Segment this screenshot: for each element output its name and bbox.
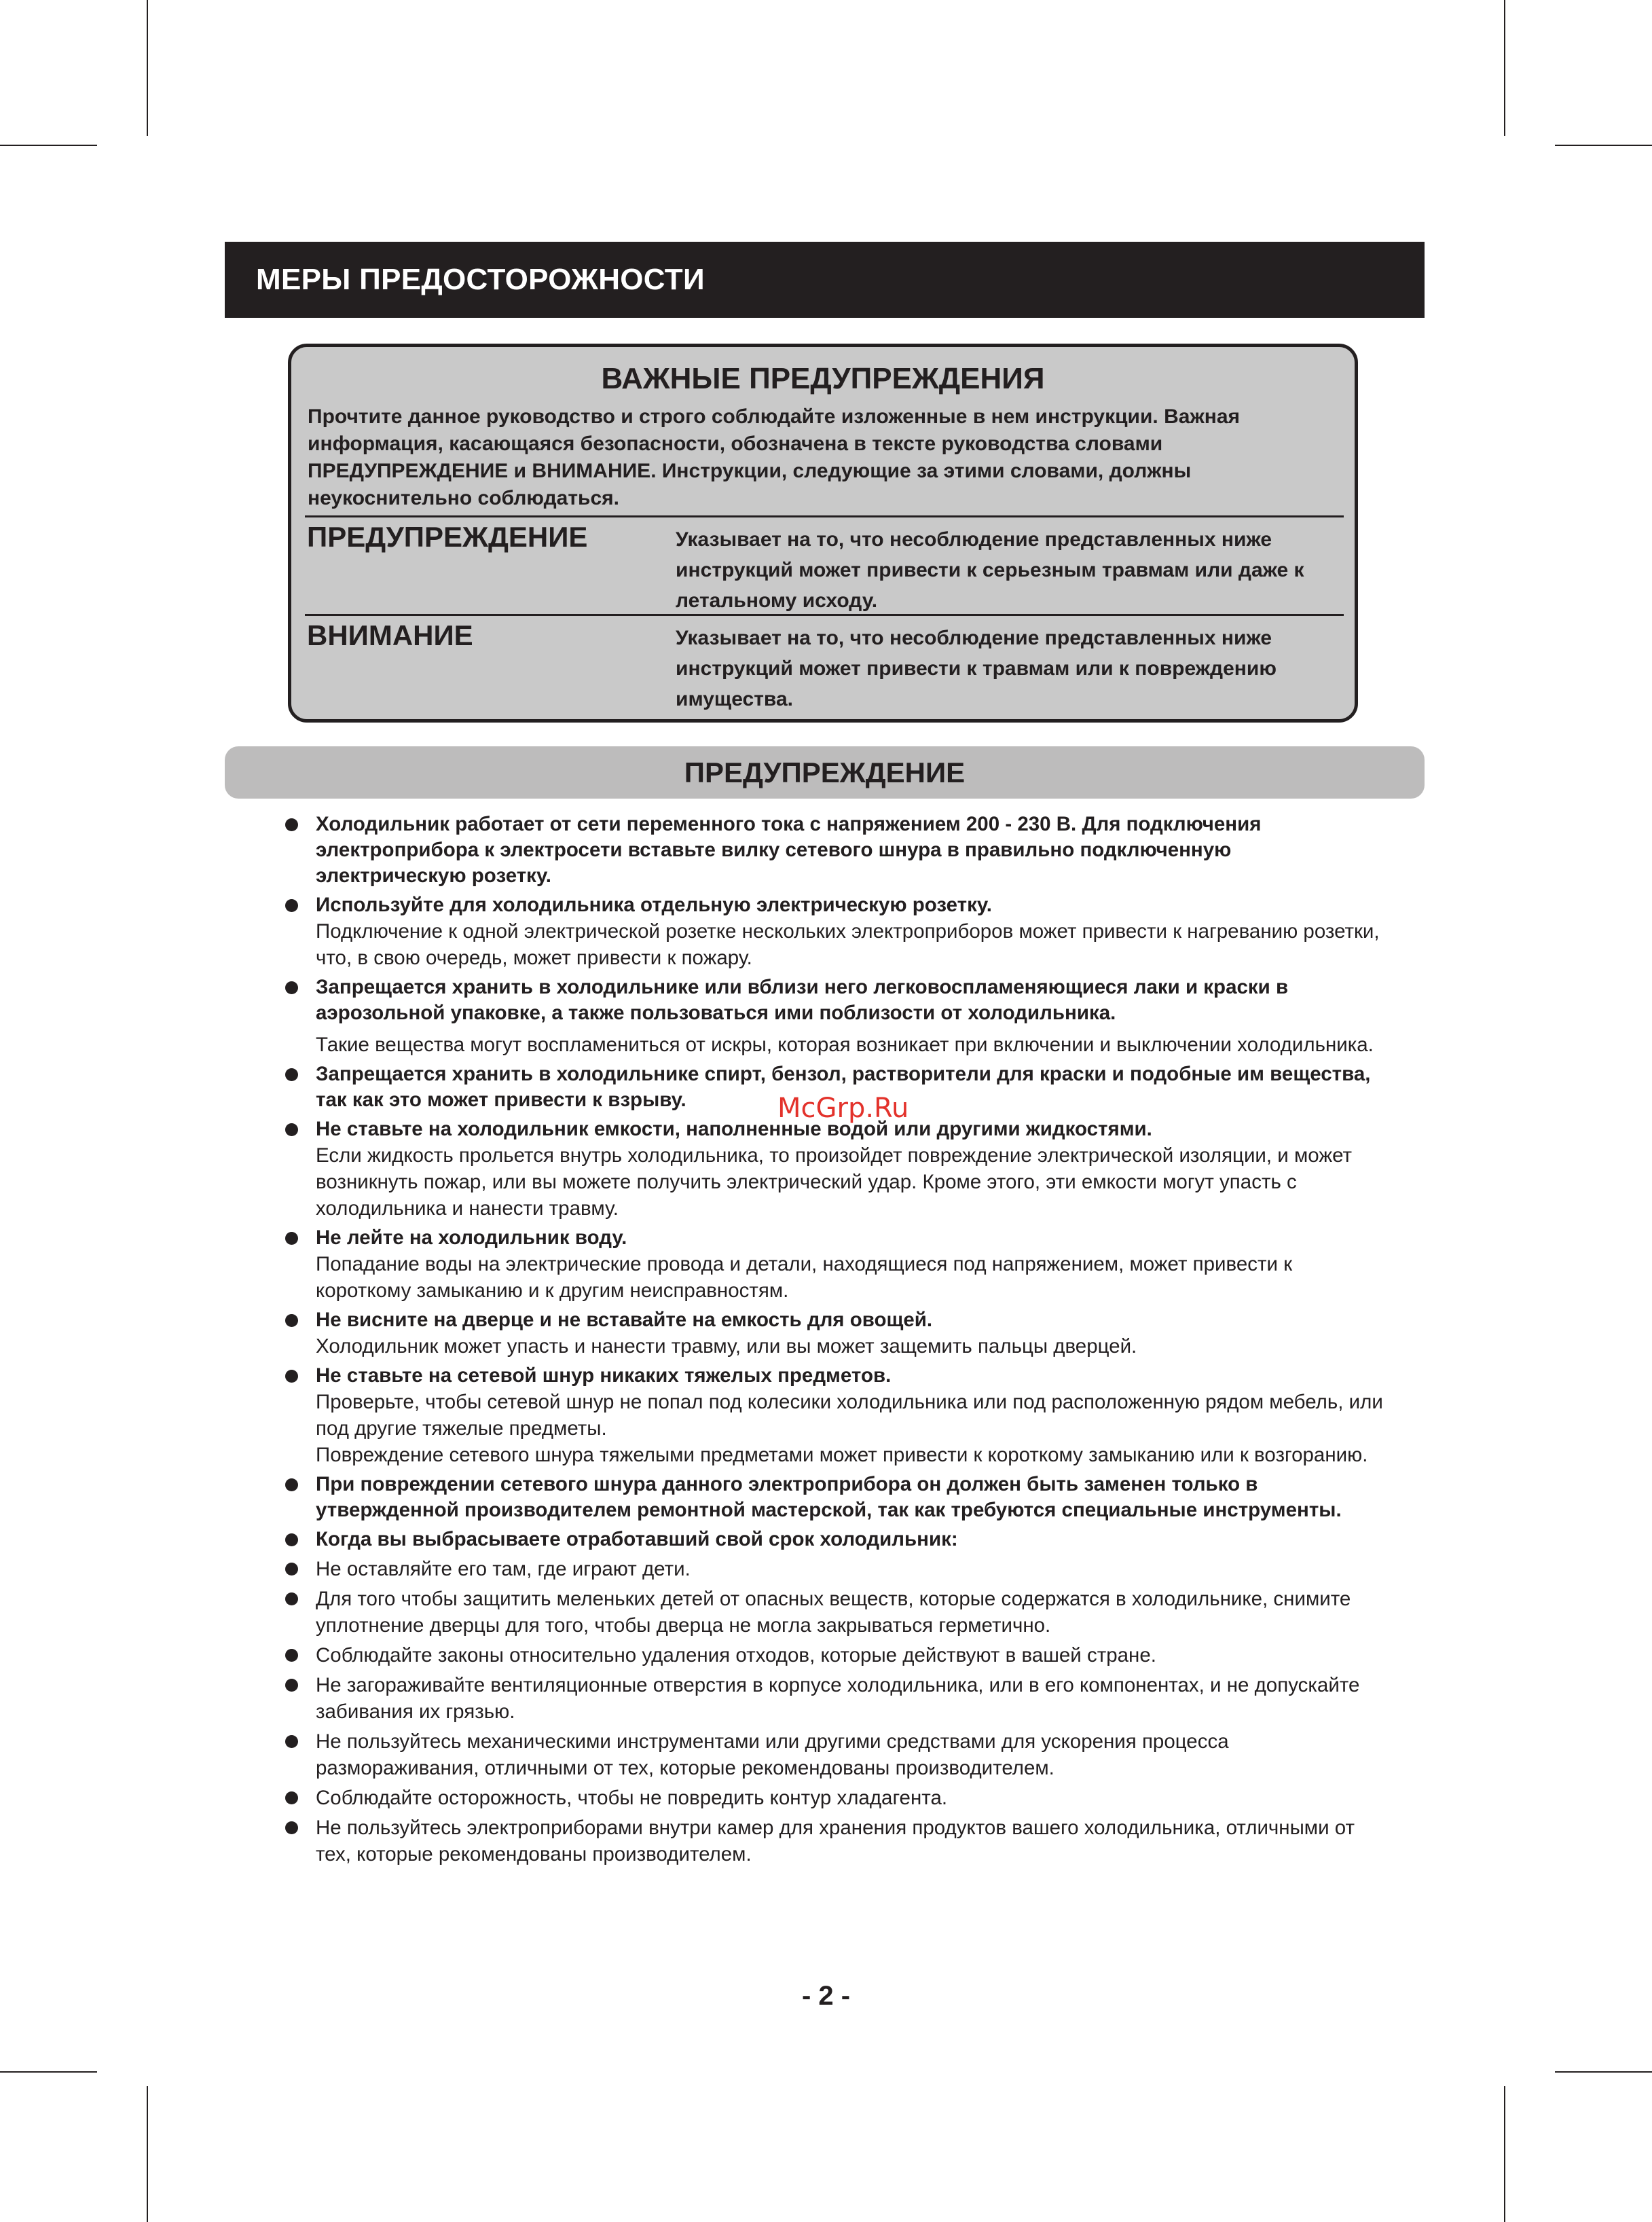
watermark: McGrp.Ru [777, 1093, 909, 1124]
bullet-icon [285, 981, 298, 994]
crop-mark [1504, 2086, 1505, 2222]
definition-text: Указывает на то, что несоблюдение представленных ниже инструкций может привести к травмам или к повреждению имущества. [676, 627, 1277, 710]
item-text: Не загораживайте вентиляционные отверстия в корпусе холодильника, или в его компонентах, и не допускайте забивания их грязью. [316, 1674, 1360, 1723]
bullet-icon [285, 1592, 298, 1605]
crop-mark [147, 0, 148, 136]
list-item [285, 1116, 1385, 1222]
list-item [285, 1556, 1385, 1582]
list-item [285, 1672, 1385, 1725]
item-bold-text: Не ставьте на холодильник емкости, наполненные водой или другими жидкостями. [316, 1118, 1152, 1140]
list-item [285, 812, 1385, 889]
bullet-icon [285, 899, 298, 912]
crop-mark [1555, 145, 1652, 146]
bullet-icon [285, 1314, 298, 1327]
crop-mark [147, 2086, 148, 2222]
item-text: Проверьте, чтобы сетевой шнур не попал под колесики холодильника или под расположенную рядом мебель, или под другие тяжелые предметы. [316, 1391, 1383, 1440]
item-text: Если жидкость прольется внутрь холодильника, то произойдет повреждение электрической изоляции, и может возникнуть пожар, или вы можете получить электрический удар. Кроме этого, эти емкости могут упасть с холодильника и нанести травму. [316, 1144, 1353, 1220]
item-bold-text: Используйте для холодильника отдельную электрическую розетку. [316, 894, 992, 916]
item-bold-text: Запрещается хранить в холодильнике или вблизи него легковоспламеняющиеся лаки и краски в аэрозольной упаковке, а также пользоваться ими поблизости от холодильника. [316, 976, 1289, 1024]
bullet-icon [285, 1533, 298, 1546]
item-bold-text: При повреждении сетевого шнура данного электроприбора он должен быть заменен только в утвержденной производителем ремонтной мастерской, так как требуются специальные инструменты. [316, 1473, 1342, 1521]
section-title: ПРЕДУПРЕЖДЕНИЕ [225, 746, 1425, 799]
definition-warning [305, 515, 1344, 613]
list-item [285, 975, 1385, 1058]
item-text: Соблюдайте осторожность, чтобы не повредить контур хладагента. [316, 1787, 948, 1809]
warning-list [285, 812, 1385, 1871]
important-warnings-intro: Прочтите данное руководство и строго соблюдайте изложенные в нем инструкции. Важная информация, касающаяся безопасности, обозначена в тексте руководства словами ПРЕДУПРЕЖДЕНИЕ и ВНИМАНИЕ. Инструкции, следующие за этими словами, должны неукоснительно соблюдаться. [308, 405, 1241, 509]
page-header: МЕРЫ ПРЕДОСТОРОЖНОСТИ [225, 242, 1425, 318]
bullet-icon [285, 1068, 298, 1081]
crop-mark [0, 2071, 97, 2073]
crop-mark [0, 145, 97, 146]
item-text: Соблюдайте законы относительно удаления отходов, которые действуют в вашей стране. [316, 1644, 1156, 1666]
bullet-icon [285, 1735, 298, 1748]
page-number: - 2 - [801, 1981, 851, 2011]
list-item [285, 1728, 1385, 1781]
list-item [285, 892, 1385, 971]
bullet-icon [285, 1232, 298, 1245]
definition-text: Указывает на то, что несоблюдение представленных ниже инструкций может привести к серьезным травмам или даже к летальному исходу. [676, 528, 1304, 612]
definition-caution [305, 614, 1344, 711]
item-text: Для того чтобы защитить меленьких детей от опасных веществ, которые содержатся в холодильнике, снимите уплотнение дверцы для того, чтобы дверца не могла закрываться герметично. [316, 1588, 1351, 1637]
list-item [285, 1472, 1385, 1523]
list-item [285, 1785, 1385, 1811]
bullet-icon [285, 1821, 298, 1834]
item-text: Не пользуйтесь электроприборами внутри камер для хранения продуктов вашего холодильника, отличными от тех, которые рекомендованы производителем. [316, 1817, 1355, 1865]
important-warnings-box [288, 344, 1358, 723]
list-item [285, 1527, 1385, 1552]
item-text: Не оставляйте его там, где играют дети. [316, 1558, 691, 1580]
bullet-icon [285, 1478, 298, 1491]
item-bold-text: Не ставьте на сетевой шнур никаких тяжелых предметов. [316, 1364, 892, 1387]
definition-term: ВНИМАНИЕ [307, 619, 473, 651]
bullet-icon [285, 1649, 298, 1662]
bullet-icon [285, 1123, 298, 1136]
bullet-icon [285, 1679, 298, 1692]
item-text: Не пользуйтесь механическими инструментами или другими средствами для ускорения процесса размораживания, отличными от тех, которые рекомендованы производителем. [316, 1730, 1229, 1779]
item-text: Холодильник может упасть и нанести травму, или вы может защемить пальцы дверцей. [316, 1335, 1137, 1358]
crop-mark [1504, 0, 1505, 136]
bullet-icon [285, 1370, 298, 1383]
item-bold-text: Холодильник работает от сети переменного тока с напряжением 200 - 230 В. Для подключения электроприбора к электросети вставьте вилку сетевого шнура в правильно подключенную электрическую розетку. [316, 813, 1262, 887]
bullet-icon [285, 1791, 298, 1804]
item-bold-text: Не лейте на холодильник воду. [316, 1226, 627, 1249]
list-item [285, 1642, 1385, 1669]
crop-mark [1555, 2071, 1652, 2073]
list-item [285, 1815, 1385, 1868]
bullet-icon [285, 1563, 298, 1576]
list-item [285, 1307, 1385, 1360]
important-warnings-title: ВАЖНЫЕ ПРЕДУПРЕЖДЕНИЯ [601, 362, 1045, 395]
list-item [285, 1363, 1385, 1468]
item-text: Подключение к одной электрической розетке нескольких электроприборов может привести к нагреванию розетки, что, в свою очередь, может привести к пожару. [316, 920, 1380, 969]
item-bold-text: Не висните на дверце и не вставайте на емкость для овощей. [316, 1309, 933, 1331]
item-bold-text: Когда вы выбрасываете отработавший свой срок холодильник: [316, 1528, 958, 1550]
item-text: Такие вещества могут воспламениться от искры, которая возникает при включении и выключении холодильника. [316, 1034, 1374, 1056]
definition-term: ПРЕДУПРЕЖДЕНИЕ [307, 521, 588, 553]
list-item [285, 1225, 1385, 1304]
item-bold-text: Запрещается хранить в холодильнике спирт, бензол, растворители для краски и подобные им вещества, так как это может привести к взрыву. [316, 1063, 1371, 1111]
item-text: Повреждение сетевого шнура тяжелыми предметами может привести к короткому замыканию или к возгоранию. [316, 1444, 1368, 1466]
item-text: Попадание воды на электрические провода и детали, находящиеся под напряжением, может привести к короткому замыканию и к другим неисправностям. [316, 1253, 1293, 1302]
bullet-icon [285, 818, 298, 831]
list-item [285, 1586, 1385, 1639]
